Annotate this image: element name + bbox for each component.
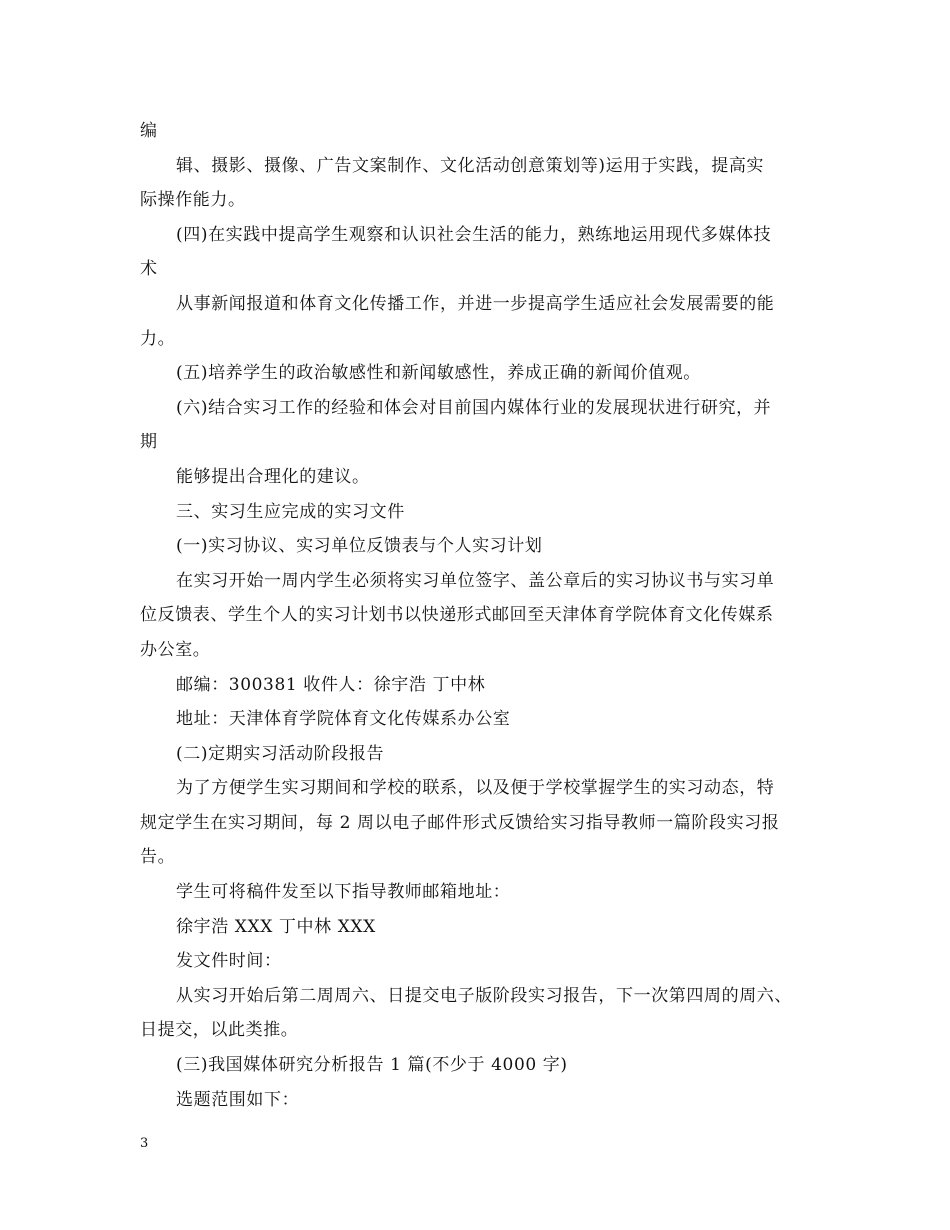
text-line: 徐宇浩 XXX 丁中林 XXX xyxy=(176,916,376,937)
text-line: 辑、摄影、摄像、广告文案制作、文化活动创意策划等)运用于实践，提高实 xyxy=(176,155,765,176)
text-line: (四)在实践中提高学生观察和认识社会生活的能力，熟练地运用现代多媒体技 xyxy=(176,224,772,245)
text-line: 编 xyxy=(140,121,158,141)
text-line: 际操作能力。 xyxy=(140,190,246,211)
text-line: 办公室。 xyxy=(140,639,211,660)
text-line: 从事新闻报道和体育文化传播工作，并进一步提高学生适应社会发展需要的能 xyxy=(176,293,775,314)
text-line: 位反馈表、学生个人的实习计划书以快递形式邮回至天津体育学院体育文化传媒系 xyxy=(140,605,774,626)
text-line: (一)实习协议、实习单位反馈表与个人实习计划 xyxy=(176,536,543,557)
text-line: (五)培养学生的政治敏感性和新闻敏感性，养成正确的新闻价值观。 xyxy=(176,363,701,384)
text-line: 发文件时间： xyxy=(176,951,282,972)
document-body xyxy=(140,114,820,1117)
text-line: 从实习开始后第二周周六、日提交电子版阶段实习报告，下一次第四周的周六、 xyxy=(176,985,792,1006)
text-line: 三、实习生应完成的实习文件 xyxy=(176,501,405,522)
text-line: 在实习开始一周内学生必须将实习单位签字、盖公章后的实习协议书与实习单 xyxy=(176,570,775,591)
text-line: 期 xyxy=(140,432,158,453)
text-line: (六)结合实习工作的经验和体会对目前国内媒体行业的发展现状进行研究，并 xyxy=(176,397,772,418)
page-number: 3 xyxy=(140,1136,149,1151)
text-line: 力。 xyxy=(140,328,176,349)
text-line: 选题范围如下： xyxy=(176,1089,300,1110)
text-line: 规定学生在实习期间，每 2 周以电子邮件形式反馈给实习指导教师一篇阶段实习报 xyxy=(140,812,780,833)
text-line: 告。 xyxy=(140,847,176,868)
text-line: (三)我国媒体研究分析报告 1 篇(不少于 4000 字) xyxy=(176,1055,568,1076)
text-line: 地址：天津体育学院体育文化传媒系办公室 xyxy=(176,709,511,730)
text-line: 术 xyxy=(140,259,158,280)
text-line: 能够提出合理化的建议。 xyxy=(176,466,370,487)
text-line: (二)定期实习活动阶段报告 xyxy=(176,743,385,764)
text-line: 邮编：300381 收件人：徐宇浩 丁中林 xyxy=(176,674,486,695)
text-line: 为了方便学生实习期间和学校的联系，以及便于学校掌握学生的实习动态，特 xyxy=(176,778,775,799)
text-line: 学生可将稿件发至以下指导教师邮箱地址： xyxy=(176,882,511,903)
text-line: 日提交，以此类推。 xyxy=(140,1020,299,1041)
